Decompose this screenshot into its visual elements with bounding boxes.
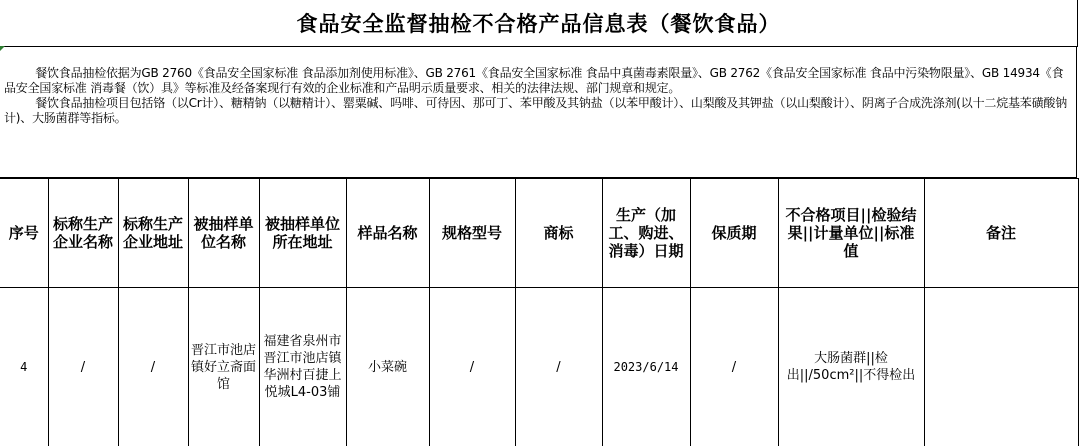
- cell-spec: /: [429, 288, 515, 447]
- header-producer-name: 标称生产企业名称: [48, 179, 118, 288]
- cell-date: 2023/6/14: [602, 288, 690, 447]
- header-trademark: 商标: [515, 179, 602, 288]
- notes-paragraph-items: 餐饮食品抽检项目包括铬（以Cr计）、糖精钠（以糖精计）、罂粟碱、吗啡、可待因、那可丁、苯甲酸及其钠盐（以苯甲酸计）、山梨酸及其钾盐（以山梨酸计）、阴离子合成洗涤剂(以十二烷基苯磺酸钠计)、大肠菌群等指标。: [4, 96, 1067, 125]
- header-no: 序号: [0, 179, 48, 288]
- header-sampled-unit: 被抽样单位名称: [188, 179, 259, 288]
- header-shelf-life: 保质期: [690, 179, 778, 288]
- cell-trademark: /: [515, 288, 602, 447]
- table-header-row: [0, 179, 1078, 288]
- cell-no: 4: [0, 288, 48, 447]
- cell-sampled-unit: 晋江市池店镇好立斋面馆: [188, 288, 259, 447]
- header-producer-address: 标称生产企业地址: [118, 179, 188, 288]
- results-table: [0, 178, 1079, 446]
- page-title: 食品安全监督抽检不合格产品信息表（餐饮食品）: [0, 0, 1078, 47]
- table-row: [0, 288, 1078, 447]
- header-date: 生产（加工、购进、消毒）日期: [602, 179, 690, 288]
- header-sampled-address: 被抽样单位所在地址: [259, 179, 346, 288]
- cell-producer-name: /: [48, 288, 118, 447]
- header-remark: 备注: [924, 179, 1078, 288]
- header-sample-name: 样品名称: [346, 179, 429, 288]
- cell-shelf-life: /: [690, 288, 778, 447]
- cell-remark: [924, 288, 1078, 447]
- cell-sampled-address: 福建省泉州市晋江市池店镇华洲村百捷上悦城L4-03铺: [259, 288, 346, 447]
- header-failed-item: 不合格项目||检验结果||计量单位||标准值: [778, 179, 924, 288]
- notes-paragraph-standards: 餐饮食品抽检依据为GB 2760《食品安全国家标准 食品添加剂使用标准》、GB 2761《食品安全国家标准 食品中真菌毒素限量》、GB 2762《食品安全国家标准 食品中污染物限量》、GB 14934《食品安全国家标准 消毒餐（饮）具》等标准及经备案现行有效的企业标准和产品明示质量要求、相关的法律法规、部门规章和规定。: [4, 66, 1064, 95]
- notes-block: [0, 47, 1077, 178]
- cell-failed-item: 大肠菌群||检出||/50cm²||不得检出: [778, 288, 924, 447]
- header-spec: 规格型号: [429, 179, 515, 288]
- cell-producer-address: /: [118, 288, 188, 447]
- cell-sample-name: 小菜碗: [346, 288, 429, 447]
